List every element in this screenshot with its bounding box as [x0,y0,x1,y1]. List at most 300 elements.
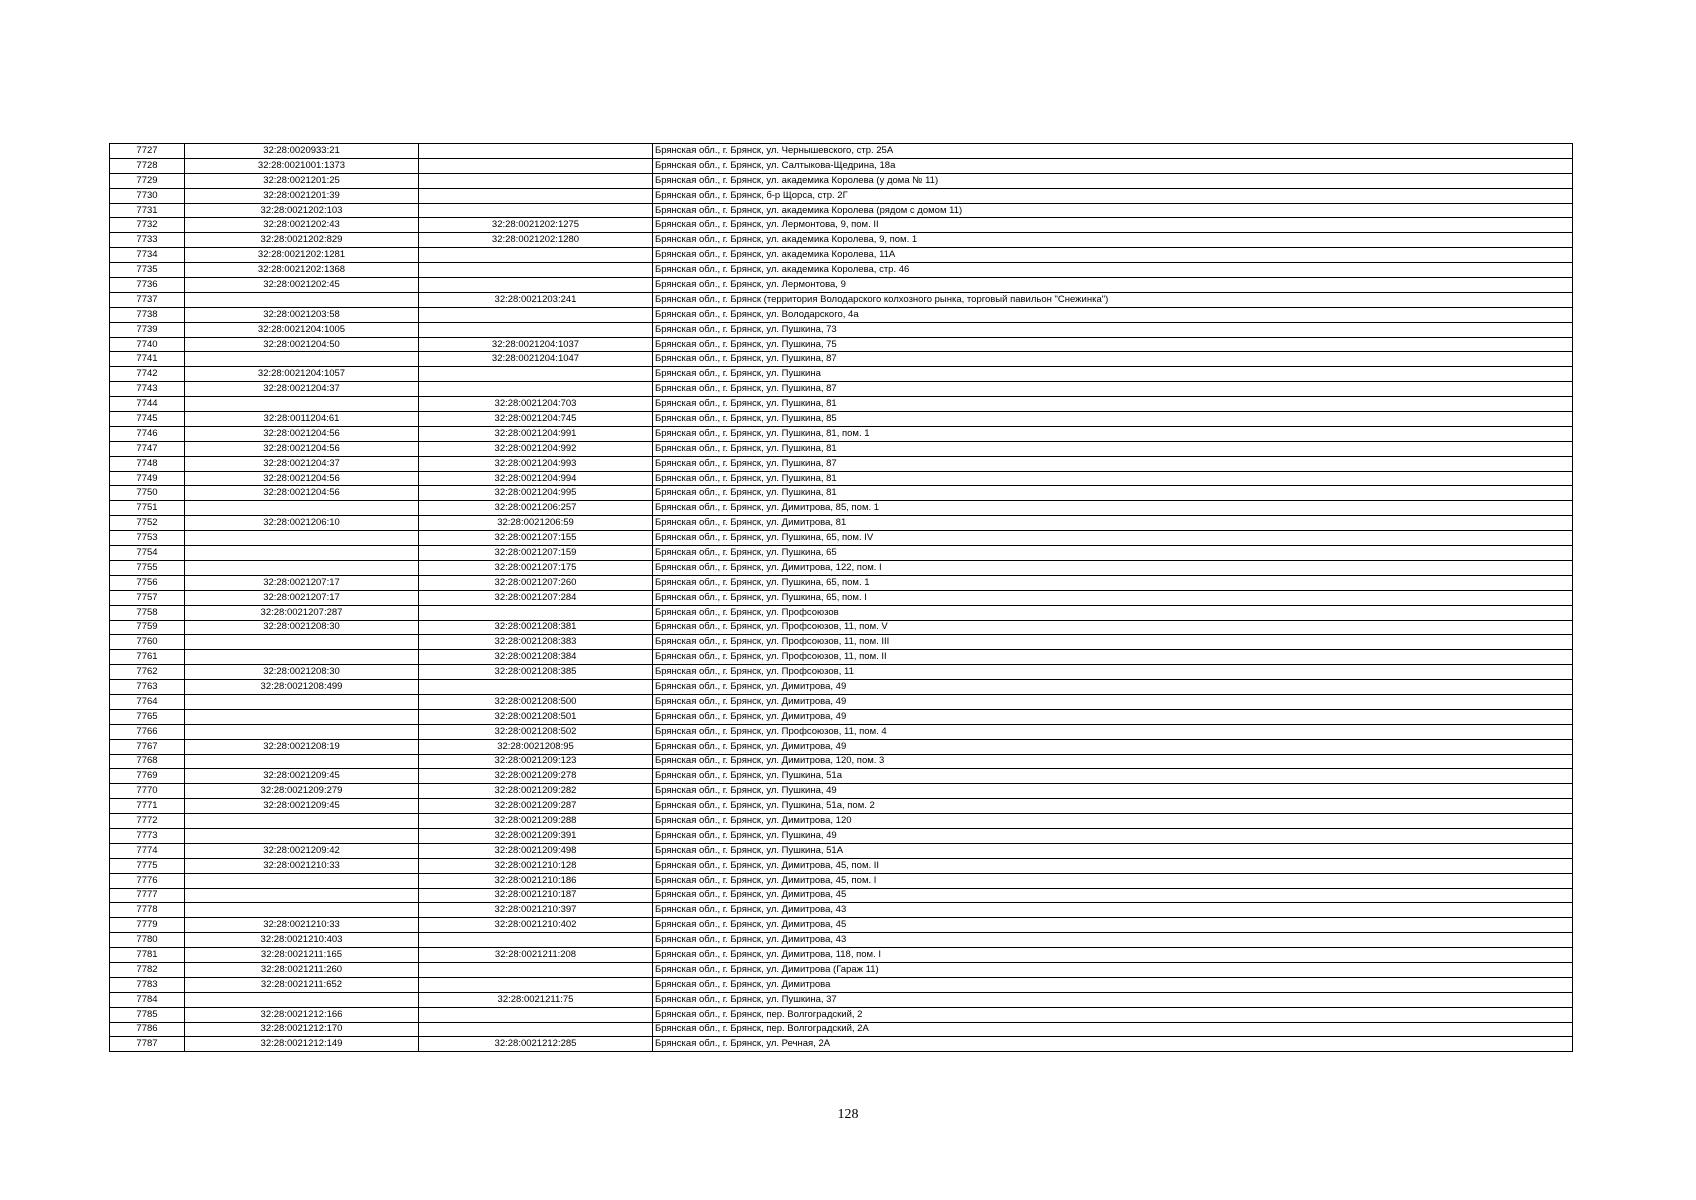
table-row [110,292,1573,307]
table-row [110,531,1573,546]
cadastral-number-cell: 32:28:0021204:1057 [185,367,419,382]
table-row [110,263,1573,278]
table-row [110,769,1573,784]
address-cell: Брянская обл., г. Брянск, ул. Пушкина, 65 [653,546,1573,561]
table-row [110,218,1573,233]
table-row [110,352,1573,367]
cadastral-number-cell: 32:28:0021204:56 [185,471,419,486]
cadastral-number-cell: 32:28:0021211:652 [185,977,419,992]
address-cell: Брянская обл., г. Брянск, ул. Димитрова, 43 [653,933,1573,948]
row-number-cell: 7737 [110,292,185,307]
row-number-cell: 7773 [110,828,185,843]
cadastral-number-cell: 32:28:0021204:56 [185,486,419,501]
cadastral-number-cell [185,694,419,709]
address-cell: Брянская обл., г. Брянск, ул. Димитрова, 81 [653,516,1573,531]
cadastral-number-cell: 32:28:0021203:58 [185,307,419,322]
address-cell: Брянская обл., г. Брянск, ул. Димитрова, 49 [653,739,1573,754]
related-cadastral-number-cell [419,933,653,948]
cadastral-number-cell: 32:28:0021202:103 [185,203,419,218]
row-number-cell: 7727 [110,144,185,159]
related-cadastral-number-cell: 32:28:0021209:288 [419,814,653,829]
address-cell: Брянская обл., г. Брянск, ул. Профсоюзов [653,605,1573,620]
row-number-cell: 7786 [110,1022,185,1037]
address-cell: Брянская обл., г. Брянск, ул. Димитрова, 85, пом. 1 [653,501,1573,516]
row-number-cell: 7775 [110,858,185,873]
row-number-cell: 7753 [110,531,185,546]
related-cadastral-number-cell: 32:28:0021207:175 [419,560,653,575]
row-number-cell: 7729 [110,173,185,188]
table-row [110,382,1573,397]
table-row [110,918,1573,933]
cadastral-number-cell [185,650,419,665]
address-cell: Брянская обл., г. Брянск, ул. Пушкина, 65, пом. IV [653,531,1573,546]
table-row [110,858,1573,873]
table-row [110,948,1573,963]
row-number-cell: 7778 [110,903,185,918]
related-cadastral-number-cell [419,188,653,203]
related-cadastral-number-cell: 32:28:0021204:994 [419,471,653,486]
row-number-cell: 7748 [110,456,185,471]
address-cell: Брянская обл., г. Брянск, пер. Волгоградский, 2 [653,1007,1573,1022]
related-cadastral-number-cell: 32:28:0021209:123 [419,754,653,769]
related-cadastral-number-cell: 32:28:0021211:75 [419,992,653,1007]
related-cadastral-number-cell: 32:28:0021210:186 [419,873,653,888]
row-number-cell: 7730 [110,188,185,203]
row-number-cell: 7746 [110,426,185,441]
cadastral-number-cell [185,992,419,1007]
row-number-cell: 7763 [110,680,185,695]
cadastral-number-cell: 32:28:0021204:56 [185,441,419,456]
table-row [110,412,1573,427]
related-cadastral-number-cell: 32:28:0021208:95 [419,739,653,754]
related-cadastral-number-cell: 32:28:0021208:383 [419,635,653,650]
table-row [110,456,1573,471]
row-number-cell: 7766 [110,724,185,739]
related-cadastral-number-cell [419,278,653,293]
address-cell: Брянская обл., г. Брянск, ул. Пушкина, 49 [653,784,1573,799]
table-row [110,590,1573,605]
row-number-cell: 7731 [110,203,185,218]
table-row [110,426,1573,441]
address-cell: Брянская обл., г. Брянск, ул. Димитрова, 120 [653,814,1573,829]
row-number-cell: 7765 [110,709,185,724]
related-cadastral-number-cell: 32:28:0021212:285 [419,1037,653,1052]
address-cell: Брянская обл., г. Брянск, ул. академика Королева (рядом с домом 11) [653,203,1573,218]
address-cell: Брянская обл., г. Брянск, ул. Пушкина, 37 [653,992,1573,1007]
cadastral-number-cell: 32:28:0021208:19 [185,739,419,754]
cadastral-number-cell [185,501,419,516]
table-row [110,233,1573,248]
table-row [110,397,1573,412]
cadastral-number-cell: 32:28:0011204:61 [185,412,419,427]
address-cell: Брянская обл., г. Брянск, ул. Димитрова, 45, пом. I [653,873,1573,888]
cadastral-number-cell [185,397,419,412]
related-cadastral-number-cell: 32:28:0021204:995 [419,486,653,501]
cadastral-number-cell: 32:28:0021202:43 [185,218,419,233]
row-number-cell: 7787 [110,1037,185,1052]
table-row [110,709,1573,724]
cadastral-number-cell [185,724,419,739]
table-row [110,828,1573,843]
cadastral-number-cell: 32:28:0021204:1005 [185,322,419,337]
cadastral-number-cell: 32:28:0021204:37 [185,382,419,397]
cadastral-number-cell: 32:28:0021202:1281 [185,248,419,263]
row-number-cell: 7781 [110,948,185,963]
address-cell: Брянская обл., г. Брянск, ул. Пушкина, 51а, пом. 2 [653,799,1573,814]
row-number-cell: 7728 [110,158,185,173]
cadastral-number-cell: 32:28:0021209:45 [185,799,419,814]
related-cadastral-number-cell: 32:28:0021207:260 [419,575,653,590]
table-row [110,173,1573,188]
table-row [110,888,1573,903]
row-number-cell: 7752 [110,516,185,531]
row-number-cell: 7744 [110,397,185,412]
row-number-cell: 7747 [110,441,185,456]
table-row [110,307,1573,322]
table-row [110,605,1573,620]
table-row [110,992,1573,1007]
address-cell: Брянская обл., г. Брянск, ул. Димитрова [653,977,1573,992]
cadastral-number-cell: 32:28:0021206:10 [185,516,419,531]
cadastral-number-cell: 32:28:0021208:499 [185,680,419,695]
cadastral-number-cell: 32:28:0021202:45 [185,278,419,293]
related-cadastral-number-cell: 32:28:0021208:501 [419,709,653,724]
address-cell: Брянская обл., г. Брянск, ул. Речная, 2А [653,1037,1573,1052]
related-cadastral-number-cell: 32:28:0021206:59 [419,516,653,531]
cadastral-number-cell [185,888,419,903]
table-row [110,516,1573,531]
table-row [110,441,1573,456]
cadastral-number-cell: 32:28:0021212:149 [185,1037,419,1052]
address-cell: Брянская обл., г. Брянск, ул. Димитрова, 49 [653,680,1573,695]
related-cadastral-number-cell: 32:28:0021210:187 [419,888,653,903]
table-row [110,486,1573,501]
table-row [110,575,1573,590]
table-row [110,560,1573,575]
related-cadastral-number-cell: 32:28:0021208:385 [419,665,653,680]
address-cell: Брянская обл., г. Брянск, ул. Пушкина, 49 [653,828,1573,843]
table-row [110,471,1573,486]
table-row [110,754,1573,769]
cadastral-number-cell [185,828,419,843]
related-cadastral-number-cell: 32:28:0021211:208 [419,948,653,963]
row-number-cell: 7757 [110,590,185,605]
address-cell: Брянская обл., г. Брянск, ул. Димитрова, 118, пом. I [653,948,1573,963]
related-cadastral-number-cell: 32:28:0021208:502 [419,724,653,739]
address-cell: Брянская обл., г. Брянск, ул. Пушкина, 65, пом. 1 [653,575,1573,590]
related-cadastral-number-cell: 32:28:0021204:1037 [419,337,653,352]
table-row [110,248,1573,263]
address-cell: Брянская обл., г. Брянск, ул. Салтыкова-Щедрина, 18а [653,158,1573,173]
cadastral-number-cell: 32:28:0021208:30 [185,665,419,680]
cadastral-number-cell: 32:28:0021212:166 [185,1007,419,1022]
row-number-cell: 7740 [110,337,185,352]
related-cadastral-number-cell: 32:28:0021209:282 [419,784,653,799]
address-cell: Брянская обл., г. Брянск, ул. Профсоюзов, 11, пом. V [653,620,1573,635]
table-row [110,144,1573,159]
address-cell: Брянская обл., г. Брянск, ул. академика Королева, стр. 46 [653,263,1573,278]
address-cell: Брянская обл., г. Брянск, ул. Пушкина, 51А [653,843,1573,858]
related-cadastral-number-cell [419,367,653,382]
address-cell: Брянская обл., г. Брянск, ул. Чернышевского, стр. 25А [653,144,1573,159]
table-row [110,158,1573,173]
table-row [110,724,1573,739]
row-number-cell: 7770 [110,784,185,799]
cadastral-number-cell: 32:28:0021211:260 [185,962,419,977]
table-row [110,977,1573,992]
row-number-cell: 7768 [110,754,185,769]
address-cell: Брянская обл., г. Брянск, ул. академика Королева, 9, пом. 1 [653,233,1573,248]
row-number-cell: 7776 [110,873,185,888]
table-row [110,203,1573,218]
cadastral-number-cell: 32:28:0020933:21 [185,144,419,159]
related-cadastral-number-cell [419,173,653,188]
row-number-cell: 7759 [110,620,185,635]
related-cadastral-number-cell: 32:28:0021210:128 [419,858,653,873]
table-row [110,903,1573,918]
table-row [110,635,1573,650]
address-cell: Брянская обл., г. Брянск, ул. Пушкина, 75 [653,337,1573,352]
row-number-cell: 7785 [110,1007,185,1022]
cadastral-number-cell: 32:28:0021207:17 [185,575,419,590]
cadastral-number-cell: 32:28:0021204:37 [185,456,419,471]
address-cell: Брянская обл., г. Брянск, ул. Профсоюзов, 11 [653,665,1573,680]
table-row [110,337,1573,352]
related-cadastral-number-cell: 32:28:0021209:498 [419,843,653,858]
row-number-cell: 7741 [110,352,185,367]
cadastral-number-cell [185,560,419,575]
table-row [110,962,1573,977]
address-cell: Брянская обл., г. Брянск, ул. академика Королева (у дома № 11) [653,173,1573,188]
row-number-cell: 7735 [110,263,185,278]
address-cell: Брянская обл., г. Брянск, ул. Пушкина, 73 [653,322,1573,337]
related-cadastral-number-cell: 32:28:0021209:287 [419,799,653,814]
cadastral-number-cell: 32:28:0021210:33 [185,858,419,873]
table-row [110,1007,1573,1022]
cadastral-number-cell: 32:28:0021208:30 [185,620,419,635]
row-number-cell: 7732 [110,218,185,233]
related-cadastral-number-cell [419,248,653,263]
related-cadastral-number-cell [419,322,653,337]
row-number-cell: 7734 [110,248,185,263]
related-cadastral-number-cell: 32:28:0021208:381 [419,620,653,635]
row-number-cell: 7769 [110,769,185,784]
row-number-cell: 7771 [110,799,185,814]
row-number-cell: 7764 [110,694,185,709]
table-row [110,650,1573,665]
cadastral-number-cell [185,635,419,650]
related-cadastral-number-cell: 32:28:0021209:391 [419,828,653,843]
row-number-cell: 7761 [110,650,185,665]
address-cell: Брянская обл., г. Брянск, ул. Димитрова, 49 [653,709,1573,724]
table-row [110,188,1573,203]
cadastral-number-cell: 32:28:0021209:42 [185,843,419,858]
cadastral-number-cell: 32:28:0021209:45 [185,769,419,784]
address-cell: Брянская обл., г. Брянск, ул. Пушкина, 81 [653,397,1573,412]
cadastral-number-cell: 32:28:0021202:1368 [185,263,419,278]
row-number-cell: 7745 [110,412,185,427]
cadastral-number-cell: 32:28:0021201:39 [185,188,419,203]
address-cell: Брянская обл., г. Брянск, ул. Димитрова, 43 [653,903,1573,918]
row-number-cell: 7750 [110,486,185,501]
address-cell: Брянская обл., г. Брянск, ул. Димитрова, 120, пом. 3 [653,754,1573,769]
row-number-cell: 7762 [110,665,185,680]
cadastral-number-cell [185,292,419,307]
row-number-cell: 7772 [110,814,185,829]
cadastral-number-cell: 32:28:0021212:170 [185,1022,419,1037]
page-number: 128 [837,1107,859,1122]
row-number-cell: 7758 [110,605,185,620]
address-cell: Брянская обл., г. Брянск, ул. Профсоюзов, 11, пом. 4 [653,724,1573,739]
row-number-cell: 7739 [110,322,185,337]
address-cell: Брянская обл., г. Брянск, ул. Пушкина, 87 [653,456,1573,471]
cadastral-number-cell [185,546,419,561]
related-cadastral-number-cell: 32:28:0021204:993 [419,456,653,471]
row-number-cell: 7736 [110,278,185,293]
cadastral-number-cell: 32:28:0021207:287 [185,605,419,620]
related-cadastral-number-cell [419,977,653,992]
related-cadastral-number-cell: 32:28:0021204:991 [419,426,653,441]
table-row [110,620,1573,635]
row-number-cell: 7742 [110,367,185,382]
table-row [110,739,1573,754]
registry-body [110,144,1573,1052]
cadastral-number-cell [185,531,419,546]
table-row [110,546,1573,561]
row-number-cell: 7754 [110,546,185,561]
table-row [110,799,1573,814]
table-row [110,501,1573,516]
address-cell: Брянская обл., г. Брянск, ул. Володарского, 4а [653,307,1573,322]
row-number-cell: 7782 [110,962,185,977]
cadastral-number-cell [185,709,419,724]
table-row [110,665,1573,680]
address-cell: Брянская обл., г. Брянск, ул. Пушкина, 51а [653,769,1573,784]
table-row [110,1037,1573,1052]
address-cell: Брянская обл., г. Брянск (территория Володарского колхозного рынка, торговый павильон "Снежинка") [653,292,1573,307]
address-cell: Брянская обл., г. Брянск, ул. Димитрова, 49 [653,694,1573,709]
table-row [110,694,1573,709]
table-row [110,322,1573,337]
related-cadastral-number-cell: 32:28:0021204:745 [419,412,653,427]
table-row [110,814,1573,829]
address-cell: Брянская обл., г. Брянск, ул. Профсоюзов, 11, пом. II [653,650,1573,665]
address-cell: Брянская обл., г. Брянск, ул. Димитрова, 45, пом. II [653,858,1573,873]
address-cell: Брянская обл., г. Брянск, ул. Димитрова (Гараж 11) [653,962,1573,977]
row-number-cell: 7784 [110,992,185,1007]
cadastral-number-cell: 32:28:0021201:25 [185,173,419,188]
cadastral-number-cell: 32:28:0021001:1373 [185,158,419,173]
related-cadastral-number-cell: 32:28:0021210:402 [419,918,653,933]
row-number-cell: 7738 [110,307,185,322]
address-cell: Брянская обл., г. Брянск, ул. Пушкина, 81 [653,471,1573,486]
related-cadastral-number-cell [419,1022,653,1037]
address-cell: Брянская обл., г. Брянск, ул. Пушкина, 81 [653,486,1573,501]
row-number-cell: 7777 [110,888,185,903]
related-cadastral-number-cell [419,680,653,695]
address-cell: Брянская обл., г. Брянск, ул. Пушкина, 85 [653,412,1573,427]
address-cell: Брянская обл., г. Брянск, ул. Пушкина, 87 [653,352,1573,367]
related-cadastral-number-cell [419,1007,653,1022]
table-row [110,278,1573,293]
row-number-cell: 7755 [110,560,185,575]
related-cadastral-number-cell: 32:28:0021209:278 [419,769,653,784]
cadastral-number-cell [185,903,419,918]
table-row [110,367,1573,382]
table-row [110,843,1573,858]
address-cell: Брянская обл., г. Брянск, б-р Щорса, стр. 2Г [653,188,1573,203]
related-cadastral-number-cell: 32:28:0021207:159 [419,546,653,561]
related-cadastral-number-cell [419,307,653,322]
related-cadastral-number-cell: 32:28:0021208:500 [419,694,653,709]
address-cell: Брянская обл., г. Брянск, ул. Пушкина, 65, пом. I [653,590,1573,605]
address-cell: Брянская обл., г. Брянск, ул. Димитрова, 45 [653,888,1573,903]
table-row [110,784,1573,799]
row-number-cell: 7779 [110,918,185,933]
related-cadastral-number-cell: 32:28:0021207:155 [419,531,653,546]
related-cadastral-number-cell: 32:28:0021204:703 [419,397,653,412]
address-cell: Брянская обл., г. Брянск, ул. Лермонтова, 9 [653,278,1573,293]
cadastral-number-cell [185,814,419,829]
row-number-cell: 7751 [110,501,185,516]
related-cadastral-number-cell: 32:28:0021203:241 [419,292,653,307]
row-number-cell: 7783 [110,977,185,992]
address-cell: Брянская обл., г. Брянск, ул. Пушкина, 87 [653,382,1573,397]
address-cell: Брянская обл., г. Брянск, ул. Пушкина, 81, пом. 1 [653,426,1573,441]
related-cadastral-number-cell: 32:28:0021204:992 [419,441,653,456]
related-cadastral-number-cell: 32:28:0021208:384 [419,650,653,665]
address-cell: Брянская обл., г. Брянск, ул. Пушкина, 81 [653,441,1573,456]
related-cadastral-number-cell [419,605,653,620]
registry-table [109,143,1573,1052]
related-cadastral-number-cell: 32:28:0021202:1275 [419,218,653,233]
table-row [110,680,1573,695]
related-cadastral-number-cell: 32:28:0021210:397 [419,903,653,918]
table-row [110,873,1573,888]
cadastral-number-cell: 32:28:0021204:50 [185,337,419,352]
address-cell: Брянская обл., г. Брянск, ул. Профсоюзов, 11, пом. III [653,635,1573,650]
related-cadastral-number-cell: 32:28:0021204:1047 [419,352,653,367]
related-cadastral-number-cell [419,382,653,397]
related-cadastral-number-cell [419,158,653,173]
row-number-cell: 7780 [110,933,185,948]
cadastral-number-cell [185,352,419,367]
related-cadastral-number-cell: 32:28:0021207:284 [419,590,653,605]
related-cadastral-number-cell [419,203,653,218]
related-cadastral-number-cell [419,263,653,278]
related-cadastral-number-cell: 32:28:0021206:257 [419,501,653,516]
row-number-cell: 7749 [110,471,185,486]
cadastral-number-cell: 32:28:0021204:56 [185,426,419,441]
address-cell: Брянская обл., г. Брянск, ул. Димитрова, 45 [653,918,1573,933]
address-cell: Брянская обл., г. Брянск, ул. Димитрова, 122, пом. I [653,560,1573,575]
cadastral-number-cell: 32:28:0021209:279 [185,784,419,799]
cadastral-number-cell: 32:28:0021211:165 [185,948,419,963]
row-number-cell: 7733 [110,233,185,248]
related-cadastral-number-cell: 32:28:0021202:1280 [419,233,653,248]
cadastral-number-cell: 32:28:0021210:403 [185,933,419,948]
row-number-cell: 7760 [110,635,185,650]
address-cell: Брянская обл., г. Брянск, пер. Волгоградский, 2А [653,1022,1573,1037]
row-number-cell: 7743 [110,382,185,397]
cadastral-number-cell [185,754,419,769]
row-number-cell: 7756 [110,575,185,590]
related-cadastral-number-cell [419,962,653,977]
cadastral-number-cell [185,873,419,888]
cadastral-number-cell: 32:28:0021207:17 [185,590,419,605]
address-cell: Брянская обл., г. Брянск, ул. Пушкина [653,367,1573,382]
row-number-cell: 7774 [110,843,185,858]
